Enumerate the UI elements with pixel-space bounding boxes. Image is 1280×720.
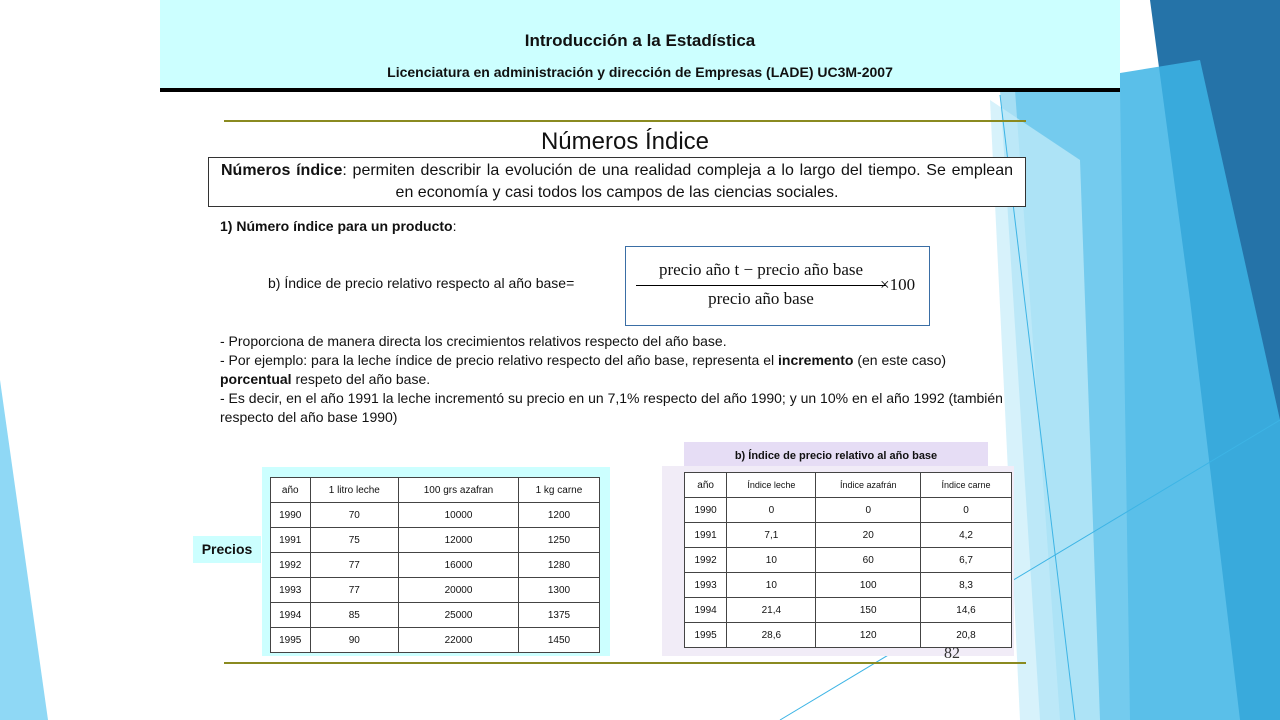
column-header: 1 litro leche xyxy=(310,478,399,503)
index-table-title: b) Índice de precio relativo al año base xyxy=(684,442,988,470)
column-header: Índice leche xyxy=(727,473,816,498)
table-cell: 10000 xyxy=(399,503,519,528)
fraction-line xyxy=(636,285,886,286)
table-cell: 25000 xyxy=(399,603,519,628)
table-cell: 6,7 xyxy=(921,548,1012,573)
table-cell: 1993 xyxy=(685,573,727,598)
table-cell: 7,1 xyxy=(727,523,816,548)
table-row xyxy=(685,548,1012,573)
bullet-2: - Por ejemplo: para la leche índice de precio relativo respecto del año base, representa el incremento (en este caso) porcentual respeto del año base. xyxy=(220,352,947,387)
table-cell: 20 xyxy=(816,523,921,548)
table-row xyxy=(685,623,1012,648)
table-cell: 90 xyxy=(310,628,399,653)
top-rule xyxy=(224,120,1026,122)
table-row xyxy=(271,603,600,628)
page-number: 82 xyxy=(944,645,960,662)
table-cell: 1450 xyxy=(518,628,599,653)
table-cell: 77 xyxy=(310,553,399,578)
table-row xyxy=(685,523,1012,548)
table-cell: 1993 xyxy=(271,578,311,603)
table-cell: 1992 xyxy=(685,548,727,573)
section-label: 1) Número índice para un producto xyxy=(220,218,453,234)
column-header: Índice azafrán xyxy=(816,473,921,498)
table-row xyxy=(685,498,1012,523)
table-cell: 1250 xyxy=(518,528,599,553)
table-cell: 21,4 xyxy=(727,598,816,623)
table-cell: 120 xyxy=(816,623,921,648)
table-header-row xyxy=(271,478,600,503)
table-cell: 1375 xyxy=(518,603,599,628)
table-cell: 1994 xyxy=(685,598,727,623)
table-cell: 0 xyxy=(816,498,921,523)
table-cell: 12000 xyxy=(399,528,519,553)
table-cell: 1990 xyxy=(685,498,727,523)
index-table xyxy=(684,472,1012,648)
table-row xyxy=(271,503,600,528)
table-cell: 10 xyxy=(727,548,816,573)
table-cell: 0 xyxy=(921,498,1012,523)
column-header: 1 kg carne xyxy=(518,478,599,503)
column-header: 100 grs azafran xyxy=(399,478,519,503)
table-cell: 1995 xyxy=(685,623,727,648)
bottom-rule xyxy=(224,662,1026,664)
table-cell: 1991 xyxy=(685,523,727,548)
bullet-3: - Es decir, en el año 1991 la leche incrementó su precio en un 7,1% respecto del año 1990; y un 10% en el año 1992 (también respecto del año base 1990) xyxy=(220,390,1003,425)
table-row xyxy=(271,553,600,578)
formula-box xyxy=(625,246,930,326)
table-cell: 14,6 xyxy=(921,598,1012,623)
definition-term: Números índice xyxy=(221,162,343,179)
table-cell: 4,2 xyxy=(921,523,1012,548)
formula-multiplier: ×100 xyxy=(880,275,916,294)
table-row xyxy=(685,573,1012,598)
table-header-row xyxy=(685,473,1012,498)
slide-title: Números Índice xyxy=(540,128,710,155)
table-cell: 1992 xyxy=(271,553,311,578)
definition-text: : permiten describir la evolución de una realidad compleja a lo largo del tiempo. Se emplean en economía y casi todos los campos de las ciencias sociales. xyxy=(342,162,1013,201)
left-light-panel xyxy=(0,380,48,720)
table-cell: 1990 xyxy=(271,503,311,528)
formula-denominator: precio año base xyxy=(708,289,814,308)
table-row xyxy=(685,598,1012,623)
table-cell: 1995 xyxy=(271,628,311,653)
table-cell: 75 xyxy=(310,528,399,553)
formula-numerator: precio año t − precio año base xyxy=(658,260,864,279)
table-cell: 0 xyxy=(727,498,816,523)
table-row xyxy=(271,578,600,603)
definition-box xyxy=(208,157,1026,207)
section-heading xyxy=(220,218,456,234)
table-cell: 10 xyxy=(727,573,816,598)
table-cell: 77 xyxy=(310,578,399,603)
table-cell: 20,8 xyxy=(921,623,1012,648)
column-header: año xyxy=(685,473,727,498)
table-cell: 60 xyxy=(816,548,921,573)
table-cell: 70 xyxy=(310,503,399,528)
table-cell: 1280 xyxy=(518,553,599,578)
formula-label: b) Índice de precio relativo respecto al año base= xyxy=(268,275,575,291)
explanation-text xyxy=(220,332,1010,427)
section-colon: : xyxy=(452,218,457,234)
table-cell: 1994 xyxy=(271,603,311,628)
table-cell: 1991 xyxy=(271,528,311,553)
table-cell: 8,3 xyxy=(921,573,1012,598)
prices-label: Precios xyxy=(193,536,261,563)
table-cell: 150 xyxy=(816,598,921,623)
course-title: Introducción a la Estadística xyxy=(524,31,756,50)
column-header: año xyxy=(271,478,311,503)
table-cell: 20000 xyxy=(399,578,519,603)
table-cell: 1300 xyxy=(518,578,599,603)
table-cell: 1200 xyxy=(518,503,599,528)
table-row xyxy=(271,528,600,553)
table-cell: 85 xyxy=(310,603,399,628)
table-cell: 28,6 xyxy=(727,623,816,648)
bullet-1: - Proporciona de manera directa los crecimientos relativos respecto del año base. xyxy=(220,333,727,349)
slide-header xyxy=(160,0,1120,92)
table-cell: 16000 xyxy=(399,553,519,578)
column-header: Índice carne xyxy=(921,473,1012,498)
table-cell: 100 xyxy=(816,573,921,598)
table-cell: 22000 xyxy=(399,628,519,653)
prices-table xyxy=(270,477,600,653)
course-subtitle: Licenciatura en administración y dirección de Empresas (LADE) UC3M-2007 xyxy=(387,64,893,80)
table-row xyxy=(271,628,600,653)
